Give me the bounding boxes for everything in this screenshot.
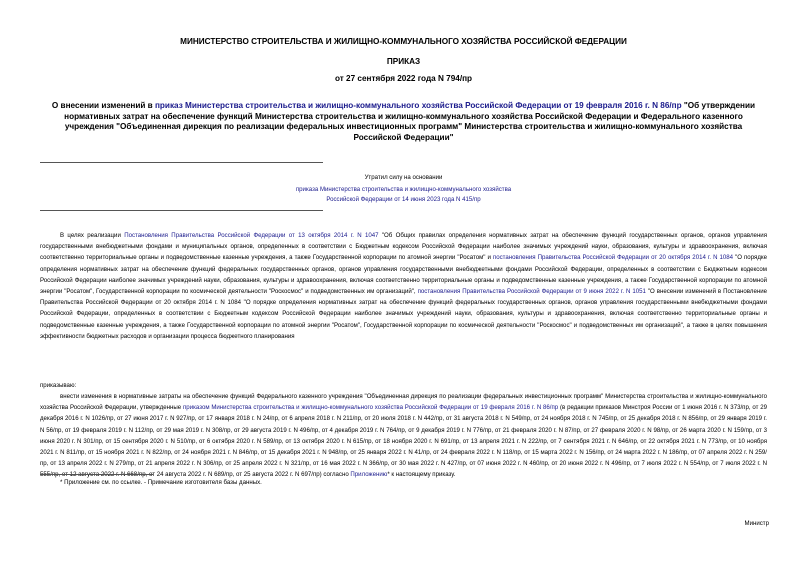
p1-text3: "О внесении изменений в Постановление Правительства Российской Федерации от 20 октября 2014 г. N 1084 "О порядке определения нормативных затрат на обеспечение функций федеральных государственных органов, органов управления государственными внебюджетными фондами Российской Федерации, определенных в соответствии с Бюджетным кодексом Российской Федерации наиболее значимых учреждений науки, образования, культуры и здравоохранения, включая соответственно территориальные органы и подведомственные казенные учреждения, а также Государственной корпорации по атомной энергии "Росатом", Государственной корпорации по космической деятельности "Роскосмос" и подведомственных им организаций", а также в целях повышения эффективности бюджетных расходов и организации процесса бюджетного планирования	[40, 288, 767, 340]
p2-text2: (в редакции приказов Минстроя России от 1 июня 2016 г. N 373/пр, от 29 декабря 2016 г. N 1026/пр, от 27 июня 2017 г. N 927/пр, от 17 января 2018 г. N 24/пр, от 6 апреля 2018 г. N 211/пр, от 20 июля 2018 г. N 442/пр, от 31 августа 2018 г. N 549/пр, от 24 ноября 2018 г. N 745/пр, от 25 декабря 2018 г. N 856/пр, от 29 января 2019 г. N 56/пр, от 19 февраля 2019 г. N 112/пр, от 29 мая 2019 г. N 308/пр, от 29 августа 2019 г. N 496/пр, от 4 декабря 2019 г. N 764/пр, от 9 декабря 2019 г. N 776/пр, от 21 февраля 2020 г. N 87/пр, от 27 февраля 2020 г. N 98/пр, от 26 марта 2020 г. N 159/пр, от 3 июня 2020 г. N 301/пр, от 15 сентября 2020 г. N 510/пр, от 6 октября 2020 г. N 589/пр, от 13 октября 2020 г. N 615/пр, от 18 ноября 2020 г. N 691/пр, от 13 апреля 2021 г. N 222/пр, от 7 сентября 2021 г. N 646/пр, от 22 октября 2021 г. N 773/пр, от 10 ноября 2021 г. N 811/пр, от 15 ноября 2021 г. N 822/пр, от 24 ноября 2021 г. N 846/пр, от 15 декабря 2021 г. N 948/пр, от 25 января 2022 г. N 41/пр, от 24 февраля 2022 г. N 118/пр, от 15 марта 2022 г. N 156/пр, от 24 марта 2022 г. N 186/пр, от 07 апреля 2022 г. N 259/пр, от 13 апреля 2022 г. N 279/пр, от 21 апреля 2022 г. N 306/пр, от 25 апреля 2022 г. N 321/пр, от 16 мая 2022 г. N 366/пр, от 30 мая 2022 г. N 427/пр, от 07 июня 2022 г. N 460/пр, от 20 июня 2022 г. N 496/пр, от 7 июля 2022 г. N 554/пр, от 7 июля 2022 г. N 555/пр, от 12 августа 2022 г. N 668/пр, от 24 августа 2022 г. N 689/пр, от 25 августа 2022 г. N 697/пр) согласно	[40, 404, 767, 479]
p2-link-appendix[interactable]: Приложению	[350, 471, 388, 479]
prikazyvayu-label: приказываю:	[40, 382, 77, 389]
p1-link-1047[interactable]: Постановления Правительства Российской Федерации от 13 октября 2014 г. N 1047	[124, 232, 379, 239]
footnote: * Приложение см. по ссылке. - Примечание изготовителя базы данных.	[60, 479, 262, 486]
footnote-divider	[40, 474, 153, 475]
divider-bottom	[40, 210, 323, 211]
p1-intro: В целях реализации	[60, 232, 125, 239]
date-number-heading: от 27 сентября 2022 года N 794/пр	[334, 74, 473, 83]
preamble-paragraph	[40, 230, 767, 342]
status-label: Утратил силу на основании	[364, 174, 443, 181]
signature-title: Министр	[744, 520, 769, 527]
status-link[interactable]	[0, 185, 807, 205]
operative-paragraph	[40, 391, 767, 481]
document-title	[40, 101, 767, 143]
p1-text1: "Об Общих правилах определения нормативных затрат на обеспечение функций государственных органов, органов управления государственными внебюджетными фондами и муниципальных органов, определенных в соответствии с Бюджетным кодексом Российской Федерации наиболее значимых учреждений науки, образования, культуры и здравоохранения, включая соответственно территориальные органы и подведомственные казенные учреждения, а также Государственной корпорации по атомной энергии "Росатом" и	[40, 232, 768, 262]
p1-link-1084[interactable]: постановления Правительства Российской Федерации от 20 октября 2014 г. N 1084	[492, 254, 734, 262]
ministry-heading: МИНИСТЕРСТВО СТРОИТЕЛЬСТВА И ЖИЛИЩНО-КОММУНАЛЬНОГО ХОЗЯЙСТВА РОССИЙСКОЙ ФЕДЕРАЦИИ	[180, 37, 627, 46]
status-link-line1[interactable]: приказа Министерства строительства и жилищно-коммунального хозяйства	[295, 186, 512, 193]
title-suffix: "Об утверждении нормативных затрат на обеспечение функций Министерства строительства и жилищно-коммунального хозяйства Российской Федерации и Федерального казенного учреждения "Объединенная дирекция по реализации федеральных инвестиционных программ" Министерства строительства и жилищно-коммунального хозяйства Российской Федерации"	[64, 101, 756, 142]
doc-type-heading: ПРИКАЗ	[386, 57, 421, 66]
p1-text2: "О порядке определения нормативных затрат на обеспечение функций федеральных государственных органов, органов управления государственными внебюджетными фондами Российской Федерации, определенных в соответствии с Бюджетным кодексом Российской Федерации наиболее значимых учреждений науки, образования, культуры и здравоохранения, включая соответственно территориальные органы и подведомственные казенные учреждения, а также Государственной корпорации по атомной энергии "Росатом", Государственной корпорации по космической деятельности "Роскосмос" и подведомственных им организаций",	[40, 254, 767, 296]
divider-top	[40, 162, 323, 163]
title-prefix: О внесении изменений в	[51, 101, 155, 110]
p2-text3: * к настоящему приказу.	[387, 471, 456, 479]
title-link-order[interactable]: приказ Министерства строительства и жилищно-коммунального хозяйства Российской Федерации от 19 февраля 2016 г. N 86/пр	[154, 101, 682, 110]
p2-text1: внести изменения в нормативные затраты на обеспечение функций Федерального казенного учреждения "Объединенная дирекция по реализации федеральных инвестиционных программ" Министерства строительства и жилищно-коммунального хозяйства Российской Федерации, утвержденные	[40, 393, 767, 412]
p2-link-order-86[interactable]: приказом Министерства строительства и жилищно-коммунального хозяйства Российской Федерации от 19 февраля 2016 г. N 86/пр	[183, 404, 559, 412]
p1-link-1051[interactable]: постановления Правительства Российской Федерации от 9 июня 2022 г. N 1051	[417, 288, 646, 296]
status-link-line2[interactable]: Российской Федерации от 14 июня 2023 года N 415/пр	[326, 196, 481, 203]
